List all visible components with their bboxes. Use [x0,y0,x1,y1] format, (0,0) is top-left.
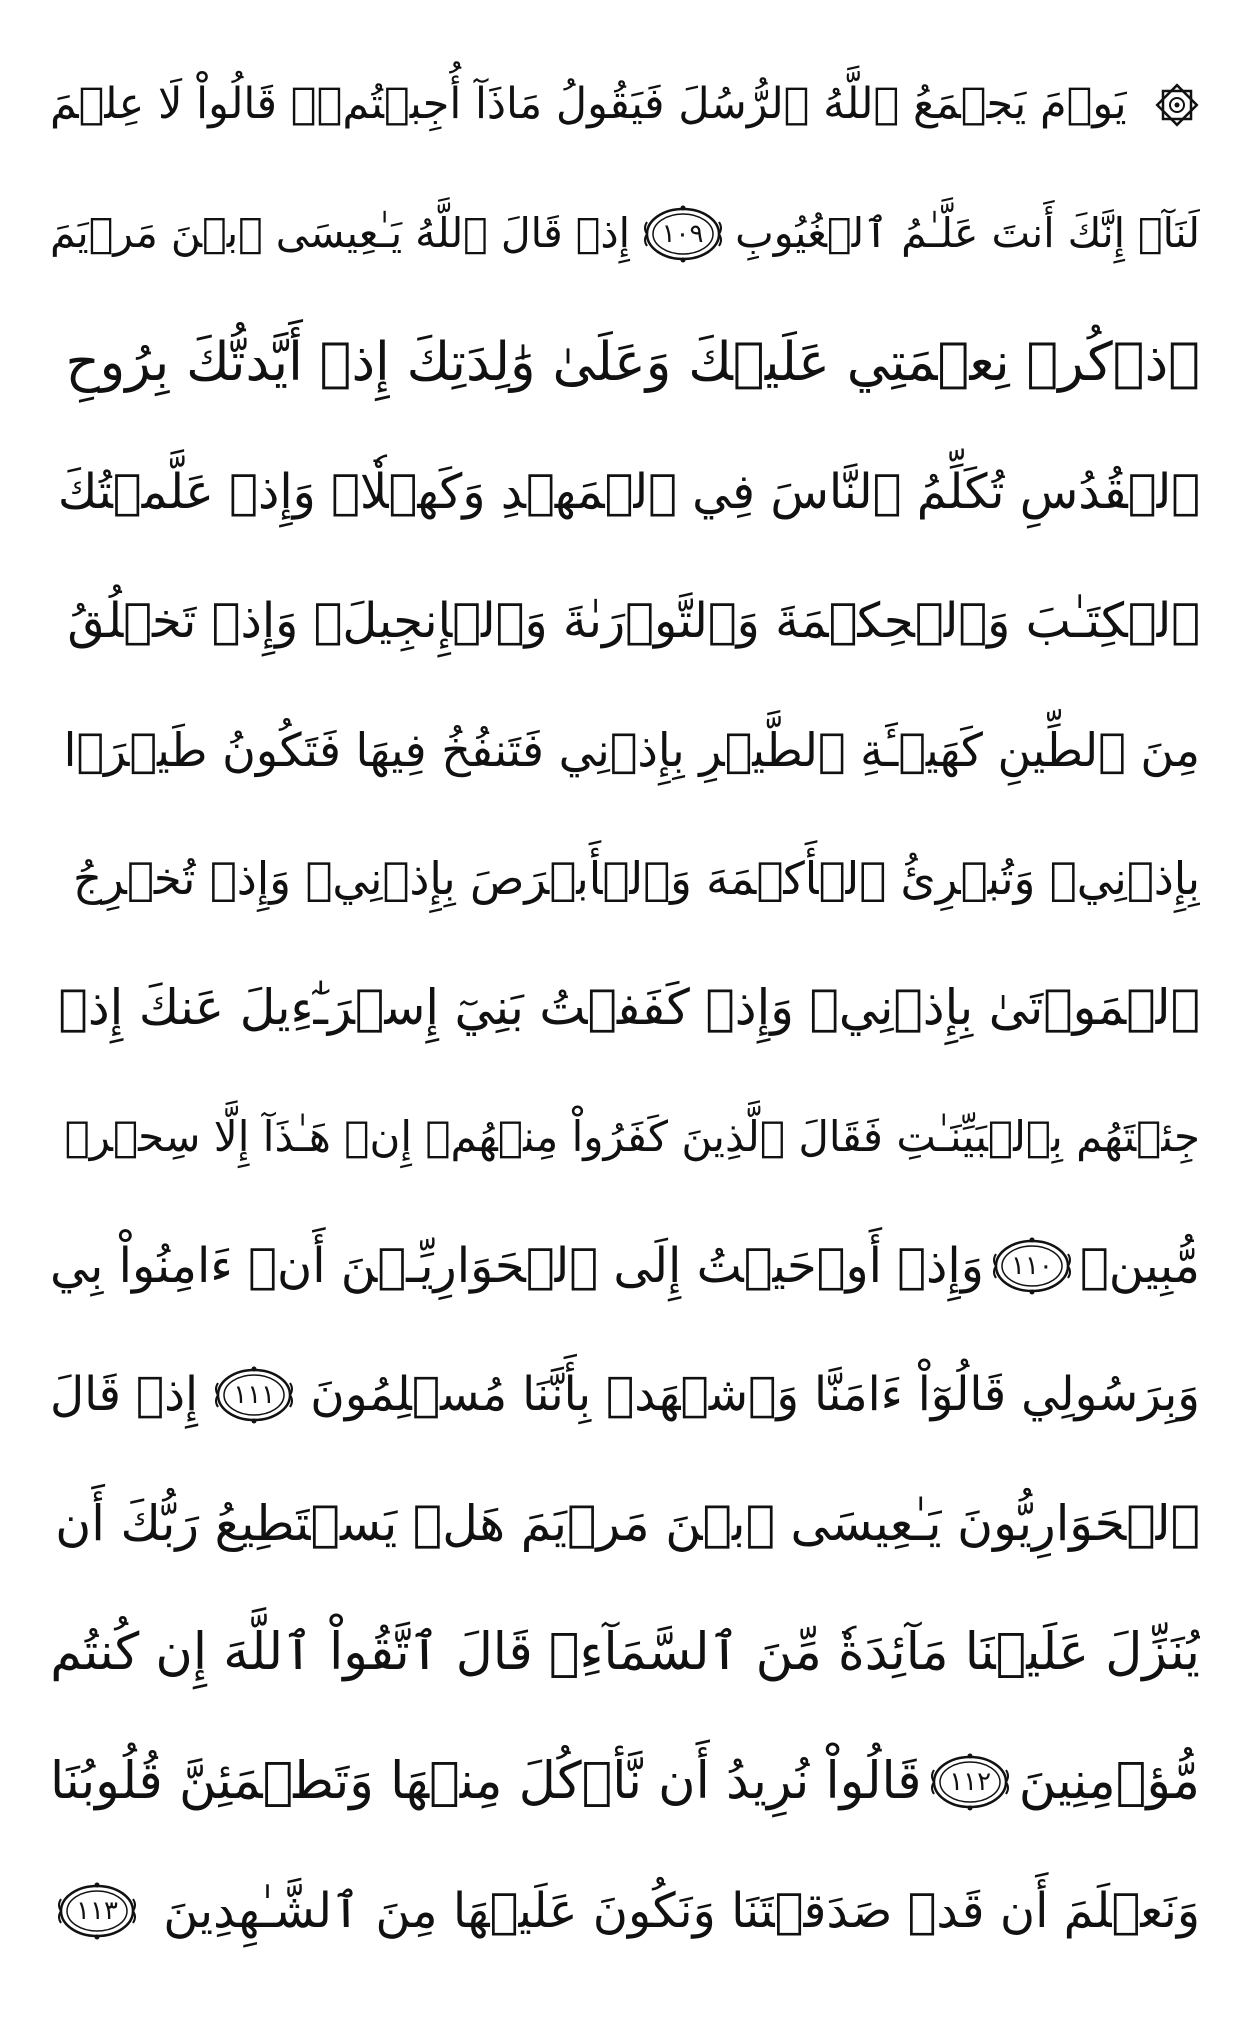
ayah-end-marker-icon [213,1364,295,1426]
ayah-number: ١١٠ [1011,1250,1053,1281]
ayah-end-marker-icon [56,1880,138,1942]
verse-line [50,169,1200,298]
verse-text: مِنَ ٱلطِّينِ كَهَيۡـَٔةِ ٱلطَّيۡرِ بِإِذۡنِي فَتَنفُخُ فِيهَا فَتَكُونُ طَيۡرَۢا [63,722,1200,777]
verse-text: ٱلۡكِتَـٰبَ وَٱلۡحِكۡمَةَ وَٱلتَّوۡرَىٰةَ وَٱلۡإِنجِيلَۖ وَإِذۡ تَخۡلُقُ [67,592,1200,649]
ayah-number: ١١١ [233,1379,276,1410]
verse-line [50,1201,1200,1330]
verse-line [50,1072,1200,1201]
verse-line [50,40,1200,169]
verse-line [50,427,1200,556]
verse-text: ٱلۡقُدُسِ تُكَلِّمُ ٱلنَّاسَ فِي ٱلۡمَهۡدِ وَكَهۡلٗاۖ وَإِذۡ عَلَّمۡتُكَ [57,463,1200,520]
verse-text: وَإِذۡ أَوۡحَيۡتُ إِلَى ٱلۡحَوَارِيِّـۧنَ أَنۡ ءَامِنُواْ بِي [50,1237,984,1294]
ayah-end-marker-icon [929,1751,1011,1813]
ayah-end-marker-icon [642,203,724,265]
verse-text: يُنَزِّلَ عَلَيۡنَا مَآئِدَةٗ مِّنَ ٱلسَّمَآءِۖ قَالَ ٱتَّقُواْ ٱللَّهَ إِن كُنتُم [50,1623,1200,1682]
verse-text: قَالُواْ نُرِيدُ أَن نَّأۡكُلَ مِنۡهَا وَتَطۡمَئِنَّ قُلُوبُنَا [50,1752,922,1811]
mushaf-page [50,40,1200,1980]
verse-text: وَنَعۡلَمَ أَن قَدۡ صَدَقۡتَنَا وَنَكُونَ عَلَيۡهَا مِنَ ٱلشَّـٰهِدِينَ [163,1882,1200,1939]
verse-text: ٱلۡمَوۡتَىٰ بِإِذۡنِيۖ وَإِذۡ كَفَفۡتُ بَنِيٓ إِسۡرَـٰٓءِيلَ عَنكَ إِذۡ [58,979,1200,1036]
verse-line [50,685,1200,814]
verse-text: يَوۡمَ يَجۡمَعُ ٱللَّهُ ٱلرُّسُلَ فَيَقُولُ مَاذَآ أُجِبۡتُمۡۖ قَالُواْ لَا عِلۡمَ [50,79,1127,129]
verse-text: جِئۡتَهُم بِٱلۡبَيِّنَـٰتِ فَقَالَ ٱلَّذِينَ كَفَرُواْ مِنۡهُمۡ إِنۡ هَـٰذَآ إِلَّا سِحۡرٞ [64,1111,1200,1161]
verse-text: إِذۡ قَالَ [50,1367,199,1422]
verse-text: ٱذۡكُرۡ نِعۡمَتِي عَلَيۡكَ وَعَلَىٰ وَٰلِدَتِكَ إِذۡ أَيَّدتُّكَ بِرُوحِ [65,332,1200,393]
verse-text: بِإِذۡنِيۖ وَتُبۡرِئُ ٱلۡأَكۡمَهَ وَٱلۡأَبۡرَصَ بِإِذۡنِيۖ وَإِذۡ تُخۡرِجُ [73,852,1200,905]
verse-text: مُّؤۡمِنِينَ [1018,1752,1200,1811]
ayah-number: ١١٢ [949,1766,992,1797]
verse-text: إِذۡ قَالَ ٱللَّهُ يَـٰعِيسَى ٱبۡنَ مَرۡيَمَ [50,209,630,257]
verse-line [50,1588,1200,1717]
verse-line [50,1846,1200,1975]
verse-line [50,1717,1200,1846]
verse-text: مُّبِينٞ [1079,1237,1200,1294]
verse-line [50,556,1200,685]
rub-el-hizb-icon [1154,82,1200,128]
verse-text: وَبِرَسُولِي قَالُوٓاْ ءَامَنَّا وَٱشۡهَدۡ بِأَنَّنَا مُسۡلِمُونَ [310,1367,1200,1422]
verse-line [50,1459,1200,1588]
verse-line [50,1330,1200,1459]
verse-line [50,943,1200,1072]
verse-text: ٱلۡحَوَارِيُّونَ يَـٰعِيسَى ٱبۡنَ مَرۡيَمَ هَلۡ يَسۡتَطِيعُ رَبُّكَ أَن [55,1495,1200,1552]
verse-line [50,298,1200,427]
verse-text: لَنَآۖ إِنَّكَ أَنتَ عَلَّـٰمُ ٱلۡغُيُوبِ [735,209,1200,257]
ayah-end-marker-icon [991,1235,1073,1297]
ayah-number: ١٠٩ [661,218,704,249]
ayah-number: ١١٣ [76,1895,118,1926]
verse-line [50,814,1200,943]
